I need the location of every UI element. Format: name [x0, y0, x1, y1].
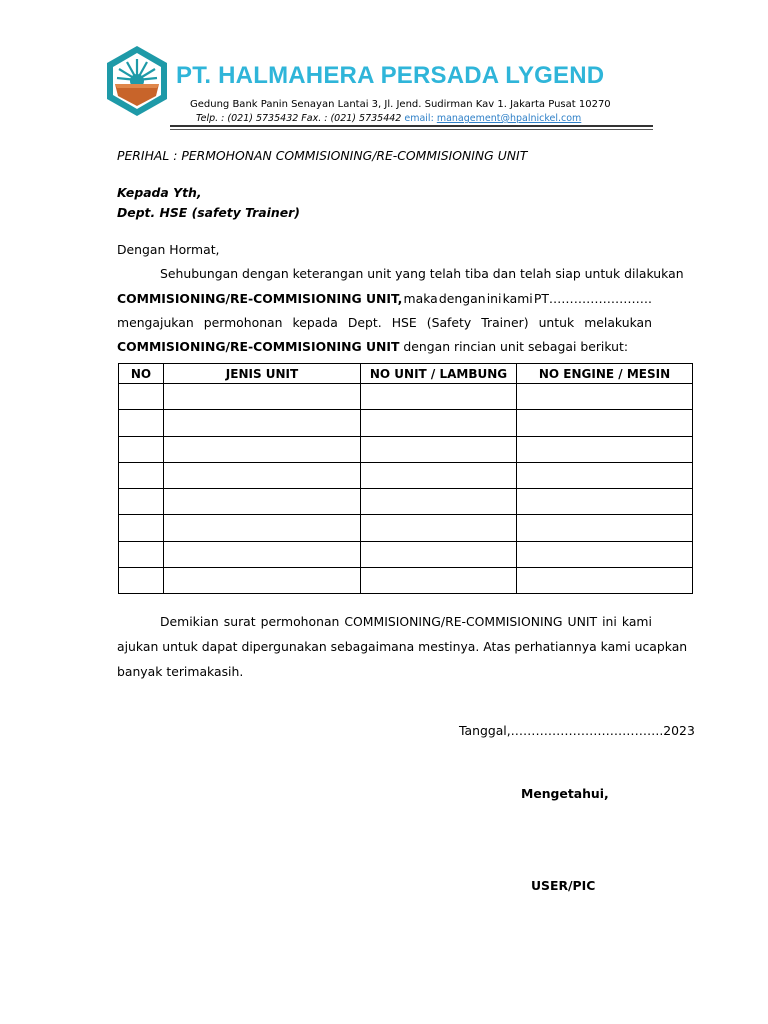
table-cell — [517, 410, 693, 436]
word: UNIT — [567, 614, 598, 629]
table-cell — [164, 436, 361, 462]
table-row — [119, 489, 693, 515]
table-cell — [517, 489, 693, 515]
signer-label: USER/PIC — [531, 878, 596, 893]
table-cell — [517, 384, 693, 410]
subject-line: PERIHAL : PERMOHONAN COMMISIONING/RE-COMMISIONING UNIT — [117, 148, 528, 163]
word: mengajukan — [117, 315, 194, 330]
word: ini — [602, 614, 617, 629]
word: permohonan — [260, 614, 340, 629]
table-row — [119, 410, 693, 436]
word: dengan — [438, 291, 486, 306]
table-cell — [361, 410, 517, 436]
table-cell — [164, 462, 361, 488]
phone-fax: Telp. : (021) 5735432 Fax. : (021) 5735442 — [196, 113, 402, 124]
header-jenis-unit: JENIS UNIT — [164, 364, 361, 384]
paragraph-1-line-1: Sehubungan dengan keterangan unit yang telah tiba dan telah siap untuk dilakukan — [160, 266, 684, 281]
table-cell — [361, 568, 517, 594]
header-no-unit: NO UNIT / LAMBUNG — [361, 364, 517, 384]
table-cell — [517, 515, 693, 541]
header-no-engine: NO ENGINE / MESIN — [517, 364, 693, 384]
unit-table — [118, 363, 693, 594]
word: kami — [502, 291, 533, 306]
word: melakukan — [584, 315, 652, 330]
table-row — [119, 384, 693, 410]
table-cell — [164, 384, 361, 410]
company-blank: PT……………………. — [533, 291, 652, 306]
table-cell — [517, 462, 693, 488]
table-cell — [361, 489, 517, 515]
table-header-row — [119, 364, 693, 384]
table-cell — [164, 410, 361, 436]
line-rest: dengan rincian unit sebagai berikut: — [399, 339, 629, 354]
word: COMMISIONING/RE-COMMISIONING — [344, 614, 563, 629]
table-cell — [361, 515, 517, 541]
table-cell — [164, 541, 361, 567]
email-label: email: — [404, 113, 434, 124]
table-cell — [517, 541, 693, 567]
word: Demikian — [160, 614, 219, 629]
header-rule-thin — [170, 129, 653, 130]
salutation: Dengan Hormat, — [117, 242, 220, 257]
table-cell — [119, 410, 164, 436]
table-row — [119, 541, 693, 567]
word: HSE — [391, 315, 417, 330]
table-cell — [164, 568, 361, 594]
table-cell — [119, 462, 164, 488]
word: kepada — [292, 315, 338, 330]
paragraph-1-line-2 — [117, 291, 652, 306]
table-cell — [517, 436, 693, 462]
date-line: Tanggal,……………………………….2023 — [459, 723, 695, 738]
paragraph-1-line-3 — [117, 315, 652, 330]
word: ini — [486, 291, 502, 306]
company-logo-icon — [104, 44, 170, 118]
table-body — [119, 384, 693, 594]
table-cell — [361, 462, 517, 488]
table-cell — [517, 568, 693, 594]
word: Trainer) — [481, 315, 529, 330]
acknowledged-label: Mengetahui, — [521, 786, 609, 801]
paragraph-2-line-1 — [160, 614, 652, 629]
table-cell — [361, 384, 517, 410]
header-no: NO — [119, 364, 164, 384]
recipient-greeting: Kepada Yth, — [117, 185, 202, 200]
table-row — [119, 436, 693, 462]
table-cell — [119, 436, 164, 462]
word: (Safety — [426, 315, 472, 330]
company-name: PT. HALMAHERA PERSADA LYGEND — [176, 62, 605, 89]
bold-term: COMMISIONING/RE-COMMISIONING UNIT — [117, 339, 400, 354]
header-rule — [170, 125, 653, 127]
table-row — [119, 568, 693, 594]
word: COMMISIONING/RE-COMMISIONING UNIT, — [117, 291, 403, 306]
company-address: Gedung Bank Panin Senayan Lantai 3, Jl. Jend. Sudirman Kav 1. Jakarta Pusat 10270 — [190, 99, 611, 110]
word: kami — [621, 614, 652, 629]
table-cell — [164, 489, 361, 515]
table-cell — [119, 384, 164, 410]
table-cell — [119, 515, 164, 541]
table-cell — [361, 436, 517, 462]
table-cell — [164, 515, 361, 541]
word: untuk — [538, 315, 575, 330]
company-contact — [196, 113, 581, 124]
table-row — [119, 515, 693, 541]
recipient-dept: Dept. HSE (safety Trainer) — [117, 205, 300, 220]
email-link[interactable]: management@hpalnickel.com — [436, 113, 582, 124]
word: surat — [223, 614, 256, 629]
table-row — [119, 462, 693, 488]
word: Dept. — [347, 315, 382, 330]
table-cell — [119, 568, 164, 594]
word: maka — [403, 291, 438, 306]
table-cell — [361, 541, 517, 567]
table-cell — [119, 489, 164, 515]
word: permohonan — [203, 315, 283, 330]
table-cell — [119, 541, 164, 567]
paragraph-2-line-3: banyak terimakasih. — [117, 664, 244, 679]
paragraph-1-line-4 — [117, 339, 628, 354]
paragraph-2-line-2: ajukan untuk dapat dipergunakan sebagaimana mestinya. Atas perhatiannya kami ucapkan — [117, 639, 688, 654]
